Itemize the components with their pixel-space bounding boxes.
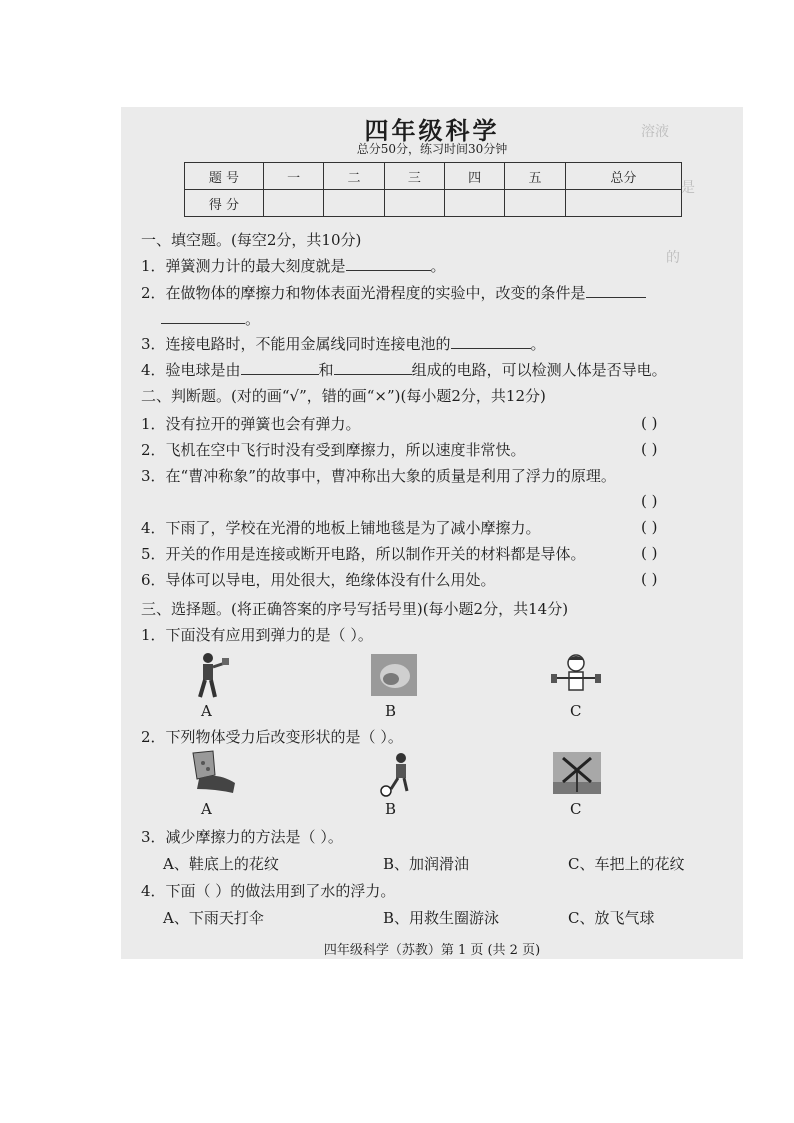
score-row-label: 得 分 — [185, 190, 264, 217]
choice-question-2: 2．下列物体受力后改变形状的是（ ）。 — [141, 728, 403, 746]
option-label-c[interactable]: C — [570, 702, 582, 720]
fill-question-2: 2．在做物体的摩擦力和物体表面光滑程度的实验中，改变的条件是 — [141, 283, 646, 303]
option-label-b[interactable]: B — [385, 702, 397, 720]
score-cell[interactable] — [264, 190, 324, 217]
judge-answer-paren[interactable]: ( ) — [641, 492, 658, 510]
answer-blank[interactable] — [451, 334, 531, 349]
score-header-cell: 三 — [384, 163, 444, 190]
judge-item-5: 5．开关的作用是连接或断开电路，所以制作开关的材料都是导体。 — [141, 545, 586, 563]
page-footer: 四年级科学（苏教）第 1 页 (共 2 页) — [323, 943, 541, 958]
fill-question-1: 1．弹簧测力计的最大刻度就是 。 — [141, 257, 446, 275]
score-cell[interactable] — [384, 190, 444, 217]
windmill-icon — [553, 752, 601, 794]
score-cell[interactable] — [565, 190, 681, 217]
judge-answer-paren[interactable]: ( ) — [641, 414, 658, 432]
score-table — [184, 162, 682, 217]
score-header-cell: 总分 — [565, 163, 681, 190]
choice-4-option-a[interactable]: A、下雨天打伞 — [163, 909, 264, 927]
answer-blank[interactable] — [346, 256, 431, 271]
choice-3-option-b[interactable]: B、加润滑油 — [383, 855, 470, 873]
answer-blank[interactable] — [334, 360, 412, 375]
judge-answer-paren[interactable]: ( ) — [641, 544, 658, 562]
judge-item-1: 1．没有拉开的弹簧也会有弹力。 — [141, 415, 361, 433]
option-label-a[interactable]: A — [201, 702, 212, 720]
exam-page-photo — [121, 107, 743, 959]
choice-question-3: 3．减少摩擦力的方法是（ ）。 — [141, 828, 343, 846]
boy-kicking-ball-icon — [379, 751, 419, 797]
page-title: 四年级科学 — [364, 116, 500, 145]
fill-question-3: 3．连接电路时，不能用金属线同时连接电池的 。 — [141, 335, 546, 353]
choice-question-1: 1．下面没有应用到弹力的是（ ）。 — [141, 626, 373, 644]
person-throwing-icon — [191, 651, 231, 701]
score-cell[interactable] — [505, 190, 565, 217]
answer-blank[interactable] — [241, 360, 319, 375]
fill-question-2-cont: 。 — [161, 309, 260, 329]
judge-answer-paren[interactable]: ( ) — [641, 518, 658, 536]
judge-item-3: 3．在“曹冲称象”的故事中，曹冲称出大象的质量是利用了浮力的原理。 — [141, 467, 616, 485]
option-label-c[interactable]: C — [570, 800, 582, 818]
page-subtitle: 总分50分，练习时间30分钟 — [356, 142, 508, 156]
answer-blank[interactable] — [586, 283, 646, 298]
judge-answer-paren[interactable]: ( ) — [641, 440, 658, 458]
bleed-through-text: 是 — [681, 180, 695, 196]
score-cell[interactable] — [324, 190, 384, 217]
hand-squeezing-sponge-icon — [185, 749, 237, 795]
section1-heading: 一、填空题。(每空2分，共10分) — [141, 231, 362, 249]
choice-question-4: 4．下面（ ）的做法用到了水的浮力。 — [141, 882, 396, 900]
score-cell[interactable] — [444, 190, 504, 217]
option-label-b[interactable]: B — [385, 800, 397, 818]
judge-answer-paren[interactable]: ( ) — [641, 570, 658, 588]
judge-item-2: 2．飞机在空中飞行时没有受到摩擦力，所以速度非常快。 — [141, 441, 526, 459]
score-header-cell: 题 号 — [185, 163, 264, 190]
hand-squeezing-icon — [371, 654, 417, 696]
score-header-cell: 二 — [324, 163, 384, 190]
score-header-cell: 五 — [505, 163, 565, 190]
judge-item-6: 6．导体可以导电，用处很大，绝缘体没有什么用处。 — [141, 571, 496, 589]
option-label-a[interactable]: A — [201, 800, 212, 818]
score-header-cell: 四 — [444, 163, 504, 190]
section3-heading: 三、选择题。(将正确答案的序号写括号里)(每小题2分，共14分) — [141, 600, 569, 618]
answer-blank[interactable] — [161, 309, 245, 324]
bleed-through-text: 的 — [666, 250, 680, 266]
score-header-cell: 一 — [264, 163, 324, 190]
section2-heading: 二、判断题。(对的画“√”，错的画“×”)(每小题2分，共12分) — [141, 387, 546, 405]
bleed-through-text: 溶液 — [641, 124, 669, 140]
choice-4-option-b[interactable]: B、用救生圈游泳 — [383, 909, 500, 927]
judge-item-4: 4．下雨了，学校在光滑的地板上铺地毯是为了减小摩擦力。 — [141, 519, 541, 537]
fill-question-4: 4．验电球是由 和 组成的电路，可以检测人体是否导电。 — [141, 361, 667, 379]
child-stretching-icon — [551, 652, 601, 698]
choice-3-option-c[interactable]: C、车把上的花纹 — [568, 855, 685, 873]
choice-3-option-a[interactable]: A、鞋底上的花纹 — [163, 855, 279, 873]
choice-4-option-c[interactable]: C、放飞气球 — [568, 909, 655, 927]
